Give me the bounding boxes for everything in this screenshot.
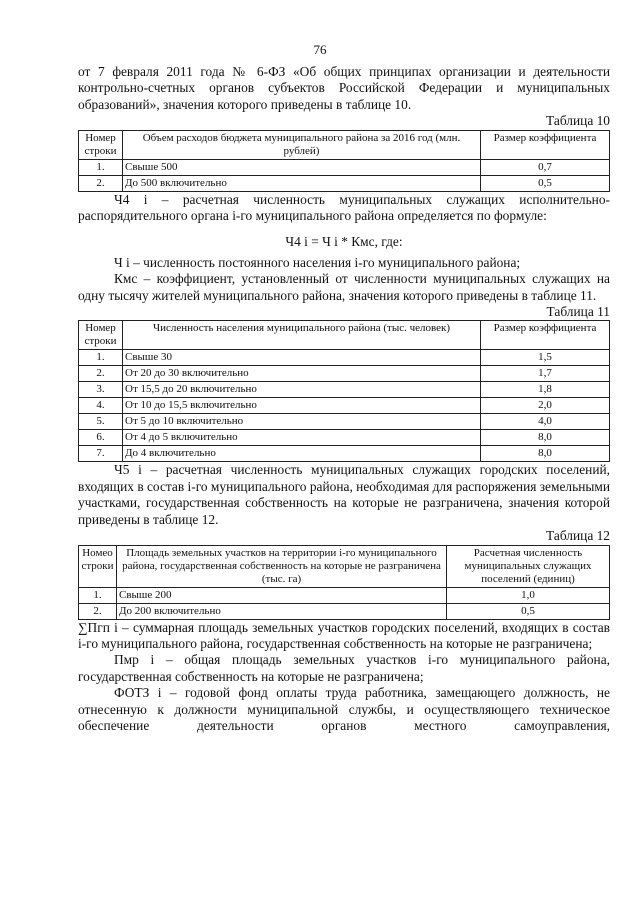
- header-cell: Номер строки: [79, 130, 123, 159]
- row-value: 1,0: [447, 587, 610, 603]
- row-number: 1.: [79, 587, 117, 603]
- table10-caption: Таблица 10: [546, 113, 610, 129]
- header-cell: Объем расходов бюджета муниципального района за 2016 год (млн. рублей): [123, 130, 481, 159]
- table-header-row: [79, 130, 610, 159]
- row-number: 1.: [79, 350, 123, 366]
- table-row: [79, 159, 610, 175]
- row-value: 1,5: [481, 350, 610, 366]
- row-number: 5.: [79, 414, 123, 430]
- table-row: [79, 414, 610, 430]
- page-number: 76: [313, 42, 327, 57]
- row-number: 2.: [79, 175, 123, 191]
- row-range: До 200 включительно: [117, 603, 447, 619]
- row-value: 0,5: [447, 603, 610, 619]
- header-cell: Численность населения муниципального района (тыс. человек): [123, 321, 481, 350]
- row-value: 0,5: [481, 175, 610, 191]
- table-row: [79, 382, 610, 398]
- table-row: [79, 603, 610, 619]
- row-range: От 20 до 30 включительно: [123, 366, 481, 382]
- table-row: [79, 446, 610, 462]
- header-cell: Номер строки: [79, 321, 123, 350]
- table-row: [79, 175, 610, 191]
- row-value: 0,7: [481, 159, 610, 175]
- paragraph-fotz: ФОТЗ i – годовой фонд оплаты труда работника, замещающего должность, не отнесенную к должности муниципальной службы, и осуществляющего техническое обеспечение деятельности органов местного самоуправления,: [78, 685, 610, 733]
- row-range: До 4 включительно: [123, 446, 481, 462]
- row-number: 1.: [79, 159, 123, 175]
- document-body: [78, 64, 610, 734]
- row-number: 2.: [79, 366, 123, 382]
- row-value: 4,0: [481, 414, 610, 430]
- row-range: До 500 включительно: [123, 175, 481, 191]
- table-row: [79, 430, 610, 446]
- table-12: [78, 545, 610, 620]
- row-number: 6.: [79, 430, 123, 446]
- row-number: 4.: [79, 398, 123, 414]
- row-range: От 15,5 до 20 включительно: [123, 382, 481, 398]
- row-range: Свыше 30: [123, 350, 481, 366]
- table-header-row: [79, 545, 610, 587]
- row-range: От 4 до 5 включительно: [123, 430, 481, 446]
- header-cell: Площадь земельных участков на территории i-го муниципального района, государственная собственность на которые не разграничена (тыс. га): [117, 545, 447, 587]
- paragraph-sum-pgp: ∑Пгп i – суммарная площадь земельных участков городских поселений, входящих в состав i-го муниципального района, государственная собственность на которые не разграничена;: [78, 619, 610, 651]
- table-11: [78, 320, 610, 462]
- paragraph-ch5: Ч5 i – расчетная численность муниципальных служащих городских поселений, входящих в состав i-го муниципального района, необходимая для распоряжения земельными участками, государственная собственность на которые не разграничена, значения которой приведены в таблице 12.: [78, 462, 610, 527]
- table-row: [79, 587, 610, 603]
- row-value: 2,0: [481, 398, 610, 414]
- table-header-row: [79, 321, 610, 350]
- header-cell: Номео строки: [79, 545, 117, 587]
- row-number: 3.: [79, 382, 123, 398]
- table-10: [78, 130, 610, 192]
- row-range: От 5 до 10 включительно: [123, 414, 481, 430]
- table12-caption: Таблица 12: [546, 528, 610, 544]
- row-value: 1,8: [481, 382, 610, 398]
- row-value: 8,0: [481, 446, 610, 462]
- row-range: От 10 до 15,5 включительно: [123, 398, 481, 414]
- table11-caption: Таблица 11: [546, 304, 610, 320]
- row-range: Свыше 200: [117, 587, 447, 603]
- table-row: [79, 398, 610, 414]
- formula: Ч4 i = Ч i * Кмс, где:: [285, 234, 403, 250]
- paragraph-intro: от 7 февраля 2011 года № 6-ФЗ «Об общих принципах организации и деятельности контрольно-счетных органов субъектов Российской Федерации и муниципальных образований», значения которого приведены в таблице 10.: [78, 64, 610, 112]
- header-cell: Размер коэффициента: [481, 130, 610, 159]
- header-cell: Размер коэффициента: [481, 321, 610, 350]
- paragraph-ch4: Ч4 i – расчетная численность муниципальных служащих исполнительно-распорядительного органа i-го муниципального района определяется по формуле:: [78, 191, 610, 224]
- row-value: 1,7: [481, 366, 610, 382]
- paragraph-pmr: Пмр i – общая площадь земельных участков i-го муниципального района, государственная собственность на которые не разграничена;: [78, 652, 610, 684]
- row-range: Свыше 500: [123, 159, 481, 175]
- row-value: 8,0: [481, 430, 610, 446]
- table-row: [79, 366, 610, 382]
- row-number: 2.: [79, 603, 117, 619]
- row-number: 7.: [79, 446, 123, 462]
- table-row: [79, 350, 610, 366]
- header-cell: Расчетная численность муниципальных служащих поселений (единиц): [447, 545, 610, 587]
- paragraph-ch-i: Ч i – численность постоянного населения i-го муниципального района;: [114, 254, 521, 270]
- paragraph-kms: Кмс – коэффициент, установленный от численности муниципальных служащих на одну тысячу жителей муниципального района, значения которого приведены в таблице 11.: [78, 271, 610, 303]
